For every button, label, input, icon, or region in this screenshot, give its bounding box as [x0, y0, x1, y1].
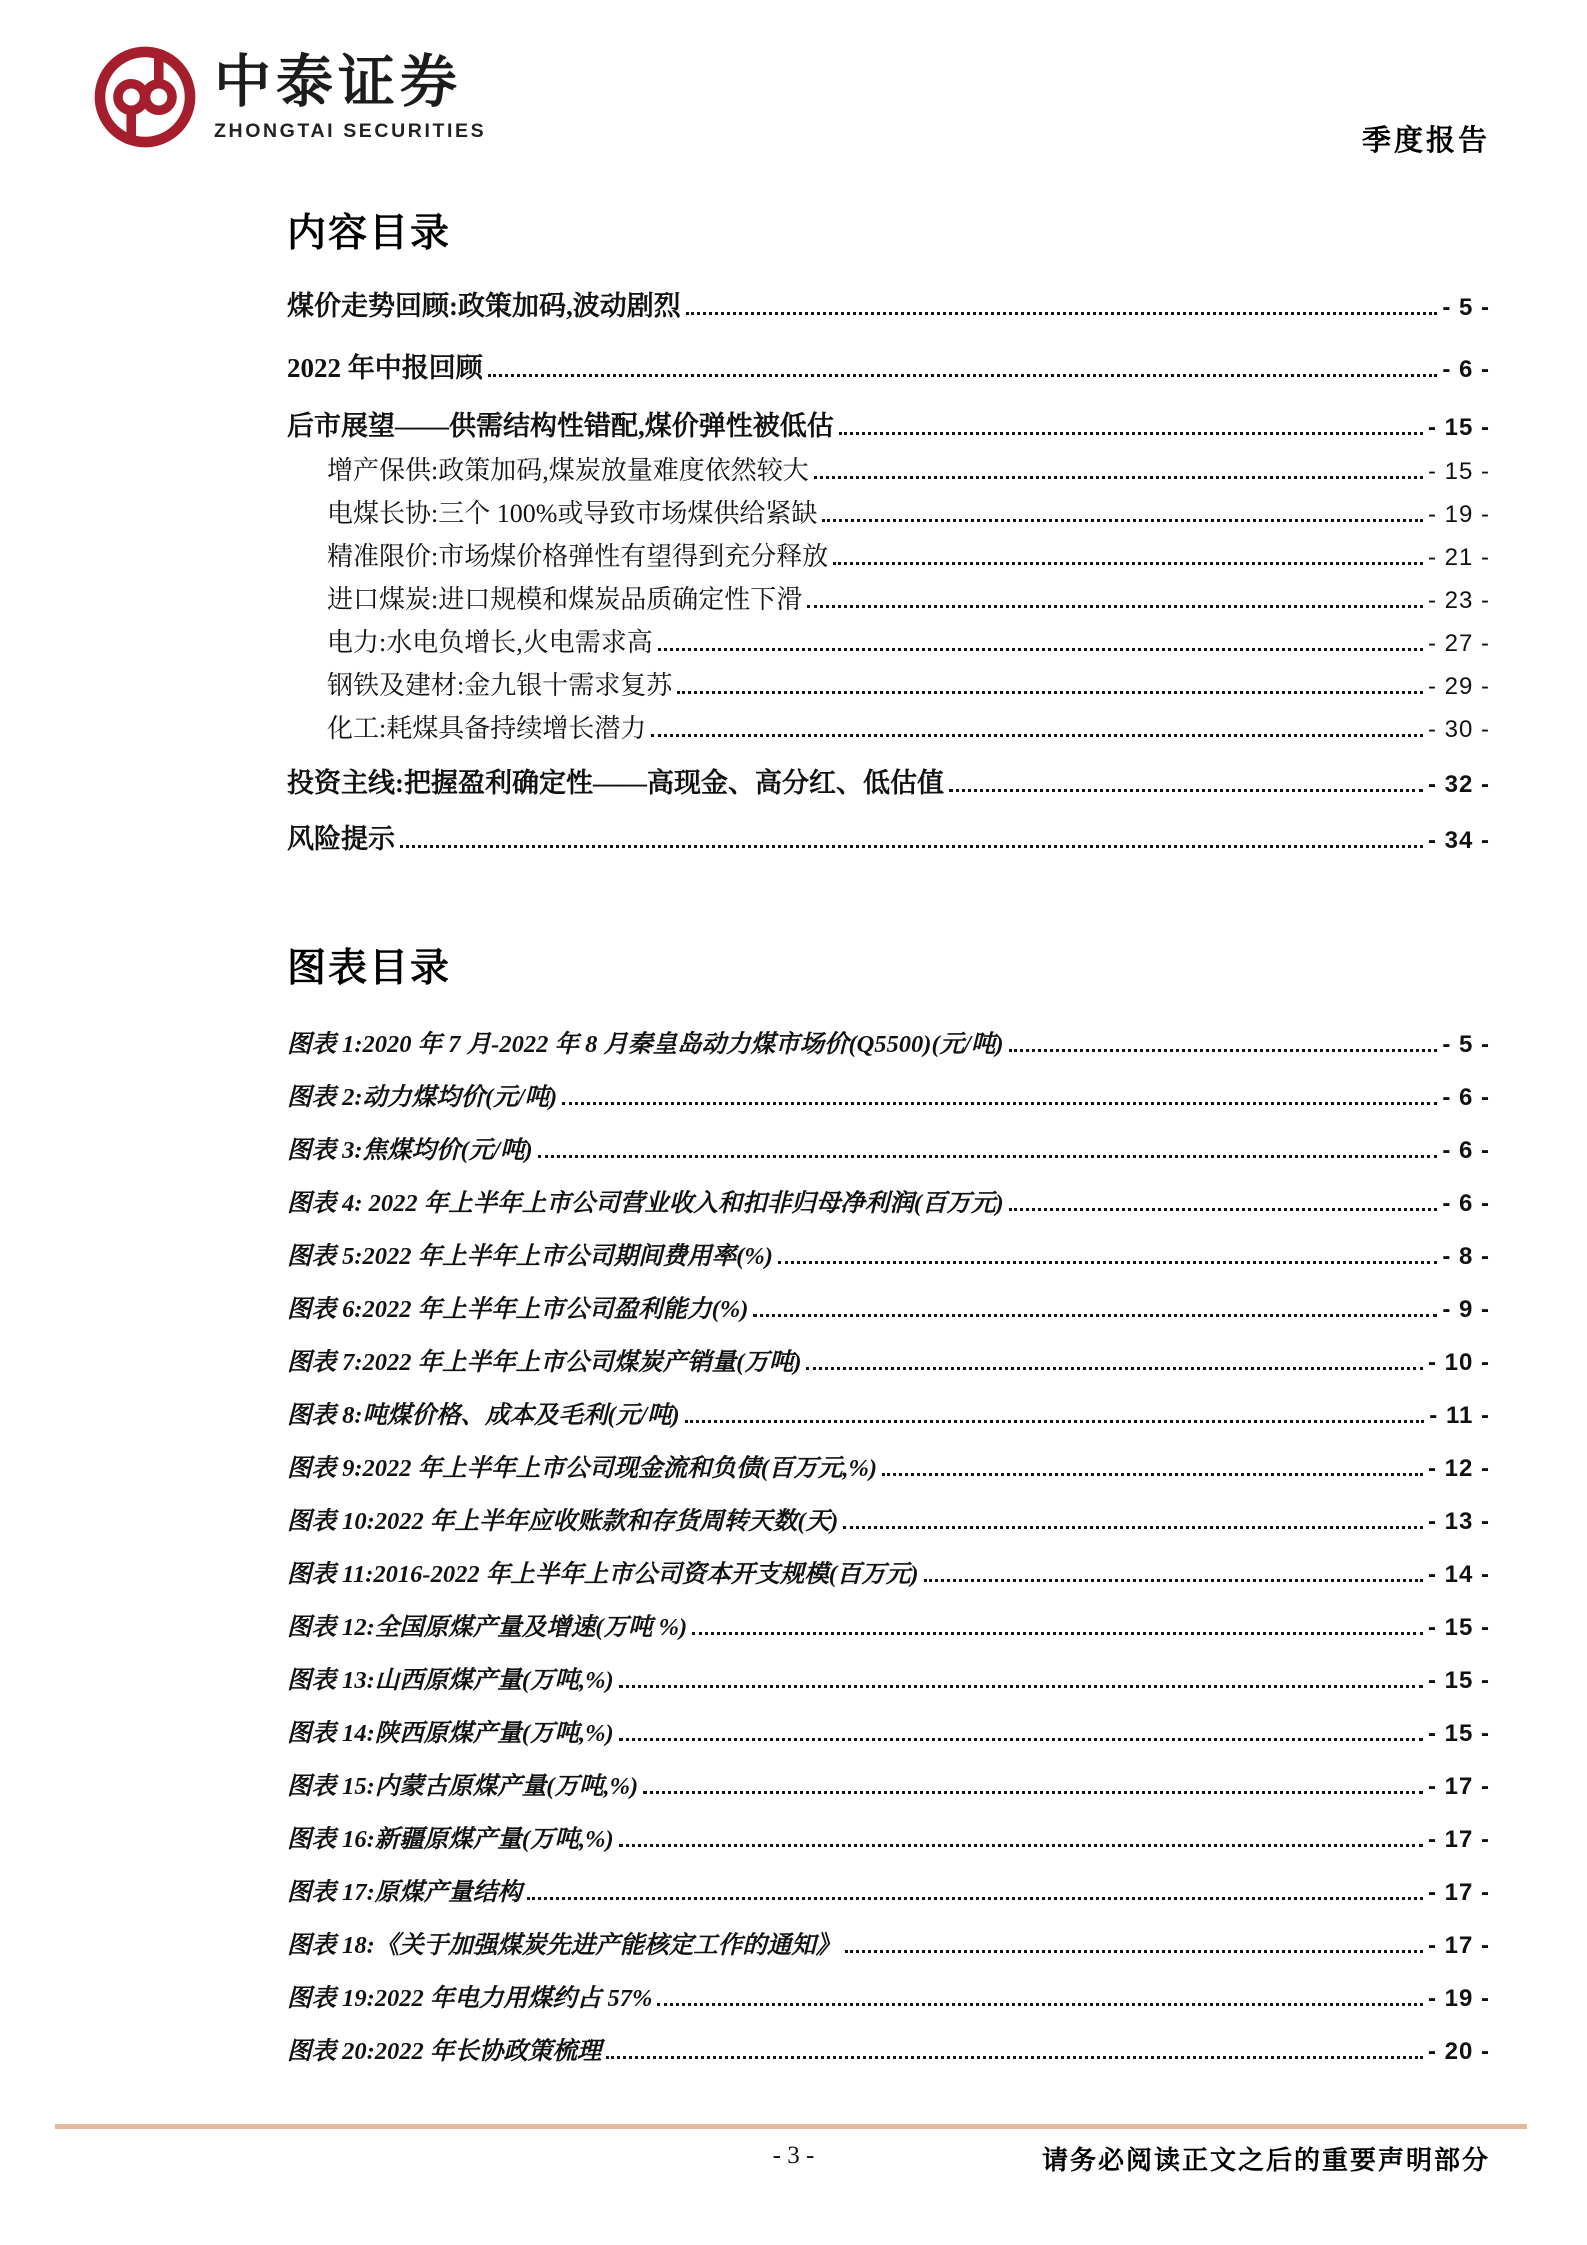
- entry-label: 电煤长协:三个 100%或导致市场煤供给紧缺: [327, 499, 818, 528]
- leader-dots-icon: [619, 1844, 1423, 1847]
- leader-dots-icon: [685, 1420, 1425, 1423]
- figure-entry[interactable]: [287, 1876, 1490, 1910]
- entry-page-number: - 11 -: [1429, 1402, 1490, 1429]
- entry-page-number: - 14 -: [1427, 1561, 1490, 1588]
- leader-dots-icon: [833, 562, 1423, 565]
- leader-dots-icon: [845, 1950, 1423, 1953]
- leader-dots-icon: [814, 476, 1423, 479]
- zhongtai-logo-icon: [92, 44, 198, 150]
- entry-page-number: - 9 -: [1442, 1296, 1490, 1323]
- entry-page-number: - 5 -: [1442, 1031, 1490, 1058]
- leader-dots-icon: [686, 312, 1438, 315]
- entry-page-number: - 23 -: [1427, 587, 1490, 614]
- entry-label: 化工:耗煤具备持续增长潜力: [327, 714, 647, 743]
- toc-entry[interactable]: [287, 350, 1490, 388]
- leader-dots-icon: [843, 1526, 1423, 1529]
- entry-page-number: - 15 -: [1427, 1667, 1490, 1694]
- entry-label: 精准限价:市场煤价格弹性有望得到充分释放: [327, 542, 829, 571]
- leader-dots-icon: [924, 1579, 1423, 1582]
- entry-label: 2022 年中报回顾: [287, 353, 483, 383]
- entry-page-number: - 29 -: [1427, 673, 1490, 700]
- entry-label: 煤价走势回顾:政策加码,波动剧烈: [287, 291, 681, 321]
- toc-entry[interactable]: [287, 712, 1490, 747]
- leader-dots-icon: [807, 605, 1423, 608]
- leader-dots-icon: [949, 789, 1423, 792]
- report-type-label: 季度报告: [1361, 125, 1490, 157]
- entry-label: 图表 18:《关于加强煤炭先进产能核定工作的通知》: [287, 1932, 841, 1959]
- entry-label: 图表 4: 2022 年上半年上市公司营业收入和扣非归母净利润(百万元): [287, 1190, 1004, 1217]
- entry-page-number: - 15 -: [1427, 414, 1490, 441]
- entry-page-number: - 8 -: [1442, 1243, 1490, 1270]
- figure-entry[interactable]: [287, 1452, 1490, 1486]
- footer-disclaimer: 请务必阅读正文之后的重要声明部分: [1041, 2146, 1490, 2175]
- figure-entry[interactable]: [287, 1346, 1490, 1380]
- contents-list: [287, 288, 1490, 859]
- entry-label: 图表 17:原煤产量结构: [287, 1879, 522, 1906]
- entry-page-number: - 30 -: [1427, 716, 1490, 743]
- figure-entry[interactable]: [287, 1770, 1490, 1804]
- leader-dots-icon: [658, 648, 1423, 651]
- figure-entry[interactable]: [287, 1187, 1490, 1221]
- figure-entry[interactable]: [287, 1717, 1490, 1751]
- entry-label: 电力:水电负增长,火电需求高: [327, 628, 653, 657]
- page-header: [0, 0, 1587, 190]
- leader-dots-icon: [806, 1367, 1423, 1370]
- toc-entry[interactable]: [287, 765, 1490, 803]
- entry-label: 图表 3:焦煤均价(元/吨): [287, 1137, 533, 1164]
- entry-page-number: - 20 -: [1427, 2038, 1490, 2065]
- entry-page-number: - 19 -: [1427, 501, 1490, 528]
- entry-page-number: - 17 -: [1427, 1879, 1490, 1906]
- leader-dots-icon: [651, 734, 1423, 737]
- figures-title: 图表目录: [287, 947, 452, 990]
- brand-logo: [92, 44, 486, 150]
- entry-page-number: - 6 -: [1442, 1084, 1490, 1111]
- leader-dots-icon: [753, 1314, 1437, 1317]
- entry-label: 图表 6:2022 年上半年上市公司盈利能力(%): [287, 1296, 749, 1323]
- leader-dots-icon: [692, 1632, 1423, 1635]
- entry-page-number: - 34 -: [1427, 827, 1490, 854]
- entry-page-number: - 17 -: [1427, 1932, 1490, 1959]
- figure-entry[interactable]: [287, 1823, 1490, 1857]
- leader-dots-icon: [488, 374, 1438, 377]
- leader-dots-icon: [400, 845, 1423, 848]
- entry-page-number: - 17 -: [1427, 1773, 1490, 1800]
- footer-page-number: - 3 -: [772, 2142, 815, 2169]
- entry-page-number: - 17 -: [1427, 1826, 1490, 1853]
- contents-title: 内容目录: [287, 212, 452, 255]
- toc-entry[interactable]: [287, 540, 1490, 575]
- figure-entry[interactable]: [287, 1505, 1490, 1539]
- toc-entry[interactable]: [287, 408, 1490, 446]
- figure-entry[interactable]: [287, 1399, 1490, 1433]
- figure-entry[interactable]: [287, 1081, 1490, 1115]
- entry-label: 图表 11:2016-2022 年上半年上市公司资本开支规模(百万元): [287, 1561, 919, 1588]
- entry-page-number: - 6 -: [1442, 1190, 1490, 1217]
- leader-dots-icon: [619, 1738, 1423, 1741]
- toc-entry[interactable]: [287, 583, 1490, 618]
- entry-page-number: - 13 -: [1427, 1508, 1490, 1535]
- leader-dots-icon: [643, 1791, 1423, 1794]
- leader-dots-icon: [778, 1261, 1437, 1264]
- entry-label: 图表 8:吨煤价格、成本及毛利(元/吨): [287, 1402, 680, 1429]
- toc-entry[interactable]: [287, 497, 1490, 532]
- footer-divider: [55, 2124, 1527, 2129]
- entry-label: 风险提示: [287, 824, 395, 854]
- entry-page-number: - 32 -: [1427, 771, 1490, 798]
- entry-page-number: - 21 -: [1427, 544, 1490, 571]
- entry-label: 图表 12:全国原煤产量及增速(万吨 %): [287, 1614, 688, 1641]
- leader-dots-icon: [657, 2003, 1423, 2006]
- toc-entry[interactable]: [287, 288, 1490, 326]
- entry-page-number: - 15 -: [1427, 1720, 1490, 1747]
- entry-page-number: - 27 -: [1427, 630, 1490, 657]
- entry-page-number: - 12 -: [1427, 1455, 1490, 1482]
- leader-dots-icon: [606, 2056, 1423, 2059]
- entry-label: 图表 1:2020 年 7 月-2022 年 8 月秦皇岛动力煤市场价(Q5500)(元/吨): [287, 1031, 1004, 1058]
- entry-page-number: - 15 -: [1427, 458, 1490, 485]
- entry-label: 图表 5:2022 年上半年上市公司期间费用率(%): [287, 1243, 773, 1270]
- brand-name-en: ZHONGTAI SECURITIES: [214, 120, 487, 142]
- toc-main: [287, 212, 1490, 2069]
- leader-dots-icon: [562, 1102, 1437, 1105]
- figure-entry[interactable]: [287, 1982, 1490, 2016]
- entry-label: 图表 15:内蒙古原煤产量(万吨,%): [287, 1773, 639, 1800]
- entry-label: 图表 19:2022 年电力用煤约占 57%: [287, 1985, 653, 2012]
- toc-entry[interactable]: [287, 454, 1490, 489]
- entry-page-number: - 10 -: [1427, 1349, 1490, 1376]
- figures-list: [287, 1028, 1490, 2069]
- entry-label: 图表 13:山西原煤产量(万吨,%): [287, 1667, 614, 1694]
- leader-dots-icon: [1009, 1208, 1438, 1211]
- figure-entry[interactable]: [287, 1134, 1490, 1168]
- figure-entry[interactable]: [287, 2035, 1490, 2069]
- entry-label: 增产保供:政策加码,煤炭放量难度依然较大: [327, 456, 809, 485]
- entry-page-number: - 19 -: [1427, 1985, 1490, 2012]
- figure-entry[interactable]: [287, 1558, 1490, 1592]
- entry-label: 图表 20:2022 年长协政策梳理: [287, 2038, 602, 2065]
- figure-entry[interactable]: [287, 1293, 1490, 1327]
- figure-entry[interactable]: [287, 1929, 1490, 1963]
- leader-dots-icon: [527, 1897, 1423, 1900]
- entry-label: 图表 2:动力煤均价(元/吨): [287, 1084, 558, 1111]
- figure-entry[interactable]: [287, 1664, 1490, 1698]
- figure-entry[interactable]: [287, 1611, 1490, 1645]
- entry-page-number: - 5 -: [1442, 294, 1490, 321]
- toc-entry[interactable]: [287, 821, 1490, 859]
- entry-label: 图表 10:2022 年上半年应收账款和存货周转天数(天): [287, 1508, 839, 1535]
- leader-dots-icon: [882, 1473, 1423, 1476]
- toc-entry[interactable]: [287, 669, 1490, 704]
- entry-label: 进口煤炭:进口规模和煤炭品质确定性下滑: [327, 585, 803, 614]
- entry-page-number: - 15 -: [1427, 1614, 1490, 1641]
- leader-dots-icon: [839, 432, 1423, 435]
- entry-label: 图表 14:陕西原煤产量(万吨,%): [287, 1720, 614, 1747]
- entry-label: 图表 7:2022 年上半年上市公司煤炭产销量(万吨): [287, 1349, 802, 1376]
- brand-text: [214, 44, 486, 144]
- entry-page-number: - 6 -: [1442, 1137, 1490, 1164]
- entry-label: 钢铁及建材:金九银十需求复苏: [327, 671, 673, 700]
- figure-entry[interactable]: [287, 1240, 1490, 1274]
- entry-page-number: - 6 -: [1442, 356, 1490, 383]
- leader-dots-icon: [538, 1155, 1438, 1158]
- figure-entry[interactable]: [287, 1028, 1490, 1062]
- leader-dots-icon: [619, 1685, 1423, 1688]
- leader-dots-icon: [1009, 1049, 1438, 1052]
- brand-name-cn: 中泰证券: [214, 51, 462, 114]
- leader-dots-icon: [822, 519, 1423, 522]
- entry-label: 投资主线:把握盈利确定性——高现金、高分红、低估值: [287, 768, 944, 798]
- leader-dots-icon: [677, 691, 1423, 694]
- entry-label: 图表 9:2022 年上半年上市公司现金流和负债(百万元,%): [287, 1455, 878, 1482]
- toc-entry[interactable]: [287, 626, 1490, 661]
- entry-label: 后市展望——供需结构性错配,煤价弹性被低估: [287, 411, 834, 441]
- entry-label: 图表 16:新疆原煤产量(万吨,%): [287, 1826, 614, 1853]
